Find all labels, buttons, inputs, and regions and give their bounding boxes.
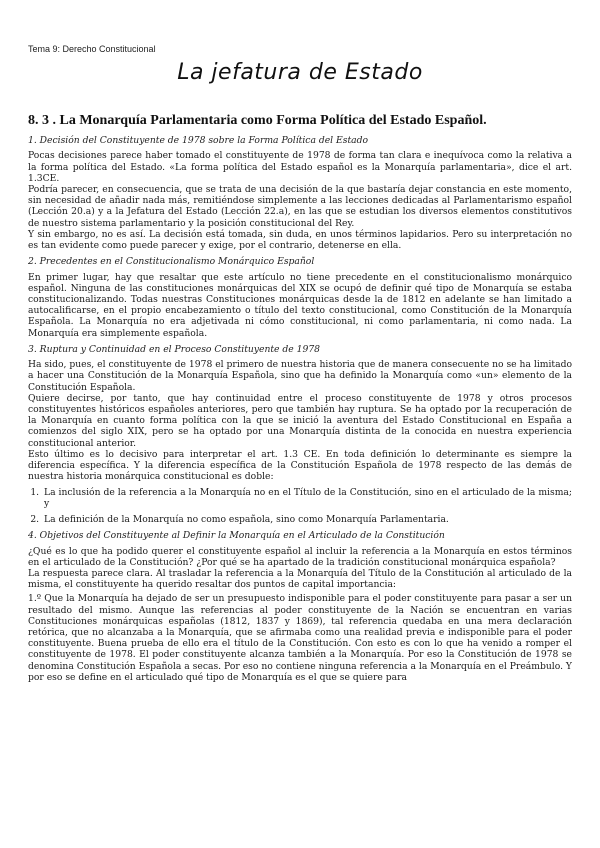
paragraph: Ha sido, pues, el constituyente de 1978 el primero de nuestra historia que de manera consecuente no se ha limitado a hacer una Constitución de la Monarquía Española, sino que ha definido la Monarquía como «un» elemento de la Constitución Española. (28, 359, 572, 393)
paragraph: La respuesta parece clara. Al trasladar la referencia a la Monarquía del Título de la Constitución al articulado de la misma, el constituyente ha querido resaltar dos puntos de capital importancia: (28, 567, 572, 591)
paragraph: Podría parecer, en consecuencia, que se trata de una decisión de la que bastaría dejar constancia en este momento, sin necesidad de añadir nada más, remitiéndose simplemente a las lecciones dedicadas al Parlamentarismo español (Lección 20.a) y a la Jefatura del Estado (Lección 22.a), en las que se estudian los diversos elementos constitutivos de nuestro sistema parlamentario y la posición constitucional del Rey. (28, 184, 572, 229)
numbered-list (28, 487, 572, 526)
subsection-heading-4: 4. Objetivos del Constituyente al Definir la Monarquía en el Articulado de la Constitución (28, 530, 445, 542)
paragraph: Pocas decisiones parece haber tomado el constituyente de 1978 de forma tan clara e inequívoca como la relativa a la forma política del Estado. «La forma política del Estado español es la Monarquía parlamentaria», dice el art. 1.3CE. (28, 150, 572, 184)
list-item: 2. La definición de la Monarquía no como española, sino como Monarquía Parlamentaria. (42, 514, 572, 525)
document-body (28, 112, 572, 683)
list-item: 1. La inclusión de la referencia a la Monarquía no en el Título de la Constitución, sino en el articulado de la misma; y (42, 487, 572, 509)
header-note: Tema 9: Derecho Constitucional (28, 44, 156, 54)
subsection-heading-3: 3. Ruptura y Continuidad en el Proceso Constituyente de 1978 (28, 343, 321, 355)
section-title: 8. 3 . La Monarquía Parlamentaria como Forma Política del Estado Español. (28, 113, 487, 128)
paragraph: Y sin embargo, no es así. La decisión está tomada, sin duda, en unos términos lapidarios. Pero su interpretación no es tan evidente como puede parecer y exige, por el contrario, detenerse en ella. (28, 228, 572, 252)
paragraph: ¿Qué es lo que ha podido querer el constituyente español al incluir la referencia a la Monarquía en estos términos en el articulado de la Constitución? ¿Por qué se ha apartado de la tradición constitucional monárquica española? (28, 545, 572, 568)
paragraph: En primer lugar, hay que resaltar que este artículo no tiene precedente en el constitucionalismo monárquico español. Ninguna de las constituciones monárquicas del XIX se ocupó de definir qué tipo de Monarquía se estaba constitucionalizando. Todas nuestras Constituciones monárquicas desde la de 1812 en adelante se han limitado a autocalificarse, en el propio encabezamiento o título del texto constitucional, como Constitución de la Monarquía Española. La Monarquía no era adjetivada ni cómo constitucional, ni como parlamentaria, ni como nada. La Monarquía era simplemente española. (28, 271, 572, 339)
page-title: La jefatura de Estado (177, 60, 423, 85)
paragraph: 1.º Que la Monarquía ha dejado de ser un presupuesto indisponible para el poder constituyente para pasar a ser un resultado del mismo. Aunque las referencias al poder constituyente de la Nación se encuentran en varias Constituciones monárquicas españolas (1812, 1837 y 1869), tal referencia quedaba en una mera declaración retórica, que no alcanzaba a la Monarquía, que se afirmaba como una realidad previa e indisponible para el poder constituyente. Buena prueba de ello era el título de la Constitución. Con esto es con lo que ha venido a romper el constituyente de 1978. El poder constituyente alcanza también a la Monarquía. Por eso la Constitución de 1978 se denomina Constitución Española a secas. Por eso no contiene ninguna referencia a la Monarquía en el Preámbulo. Y por eso se define en el articulado qué tipo de Monarquía es el que se quiere para (28, 593, 572, 683)
subsection-heading-1: 1. Decisión del Constituyente de 1978 sobre la Forma Política del Estado (28, 135, 369, 146)
paragraph: Quiere decirse, por tanto, que hay continuidad entre el proceso constituyente de 1978 y otros procesos constituyentes históricos españoles anteriores, pero que también hay ruptura. Se ha optado por la recuperación de la Monarquía en cuanto forma política con la que se inició la aventura del Estado Constitucional en España a comienzos del siglo XIX, pero se ha optado por una Monarquía distinta de la conocida en nuestra experiencia constitucional anterior. (28, 392, 572, 449)
subsection-heading-2: 2. Precedentes en el Constitucionalismo Monárquico Español (28, 256, 315, 268)
paragraph: Esto último es lo decisivo para interpretar el art. 1.3 CE. En toda definición lo determinante es siempre la diferencia específica. Y la diferencia específica de la Constitución Española de 1978 respecto de las demás de nuestra historia monárquica constitucional es doble: (28, 448, 572, 483)
